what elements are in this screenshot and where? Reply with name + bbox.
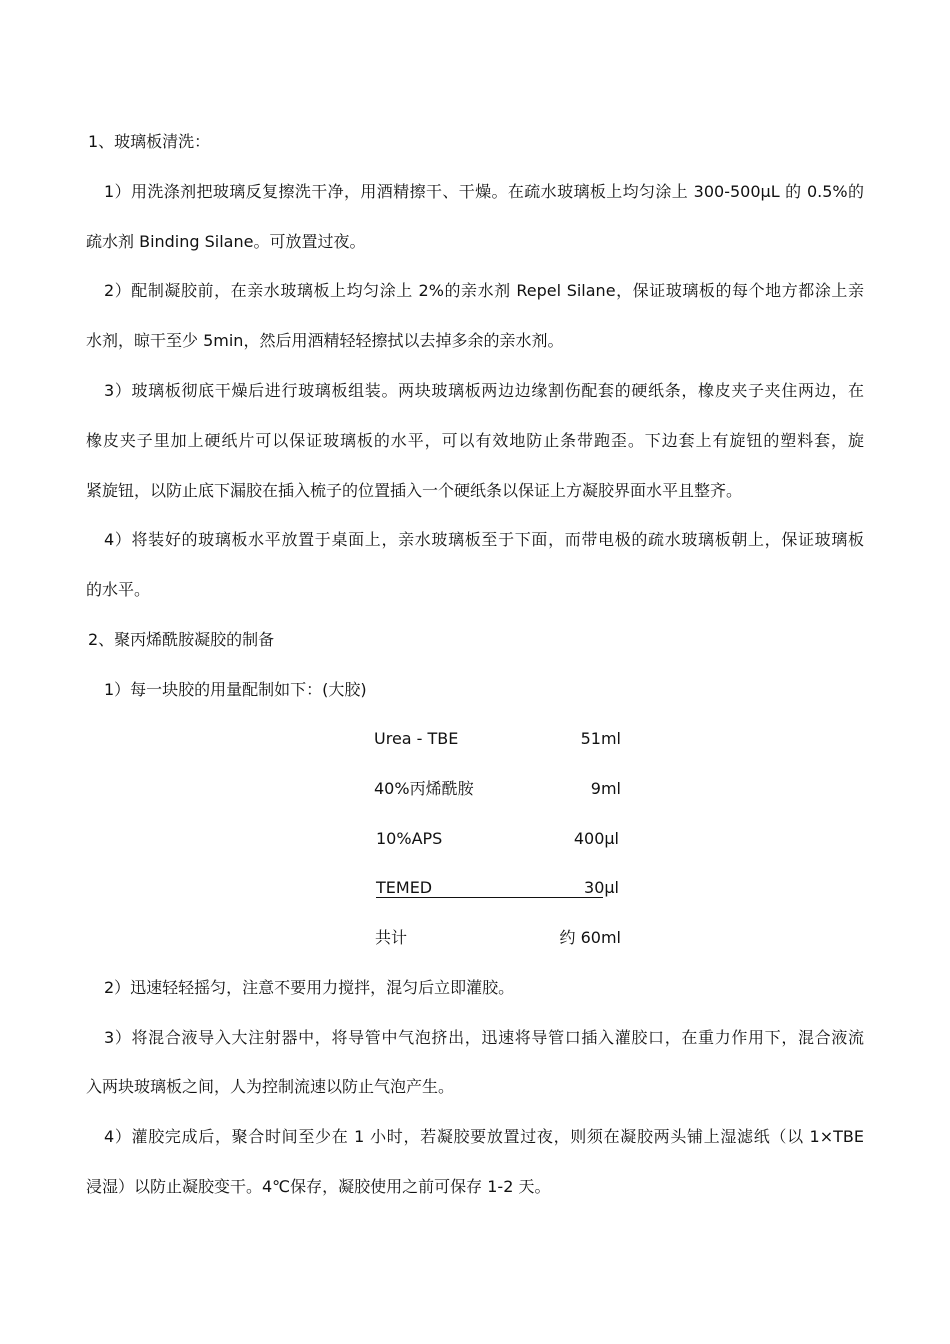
section1-heading: 1、玻璃板清洗：	[88, 132, 211, 151]
section2-step1: 1）每一块胶的用量配制如下：(大胶)	[104, 680, 367, 699]
section1-step4-line1: 4）将装好的玻璃板水平放置于桌面上，亲水玻璃板至于下面，而带电极的疏水玻璃板朝上，保证玻璃板	[104, 530, 864, 549]
recipe-total-rule	[376, 897, 603, 898]
section2-step4-line2: 浸湿）以防止凝胶变干。4℃保存，凝胶使用之前可保存 1-2 天。	[86, 1177, 551, 1196]
recipe-item-amount: 9ml	[590, 779, 621, 798]
section1-step3-line3: 紧旋钮，以防止底下漏胶在插入梳子的位置插入一个硬纸条以保证上方凝胶界面水平且整齐。	[86, 481, 743, 500]
section1-step3-line1: 3）玻璃板彻底干燥后进行玻璃板组装。两块玻璃板两边边缘割伤配套的硬纸条，橡皮夹子夹住两边，在	[104, 381, 864, 400]
section2-step3-line2: 入两块玻璃板之间，人为控制流速以防止气泡产生。	[86, 1077, 455, 1096]
section1-step3-line2: 橡皮夹子里加上硬纸片可以保证玻璃板的水平，可以有效地防止条带跑歪。下边套上有旋钮的塑料套，旋	[86, 431, 864, 450]
recipe-item-name: Urea - TBE	[374, 729, 459, 748]
section2-step3-line1: 3）将混合液导入大注射器中，将导管中气泡挤出，迅速将导管口插入灌胶口，在重力作用下，混合液流	[104, 1028, 864, 1047]
recipe-total-amount: 约 60ml	[559, 928, 621, 947]
section1-step2-line2: 水剂，晾干至少 5min，然后用酒精轻轻擦拭以去掉多余的亲水剂。	[86, 331, 564, 350]
recipe-total-label: 共计	[375, 928, 408, 947]
recipe-item-name: TEMED	[376, 878, 433, 897]
recipe-item-amount: 400μl	[573, 829, 619, 848]
section2-heading: 2、聚丙烯酰胺凝胶的制备	[88, 630, 275, 649]
section1-step1-line2: 疏水剂 Binding Silane。可放置过夜。	[86, 232, 366, 251]
section2-step4-line1: 4）灌胶完成后，聚合时间至少在 1 小时，若凝胶要放置过夜，则须在凝胶两头铺上湿滤纸（以 1×TBE	[104, 1127, 864, 1146]
section1-step4-line2: 的水平。	[86, 580, 151, 599]
recipe-item-amount: 30μl	[584, 878, 619, 897]
section1-step1-line1: 1）用洗涤剂把玻璃反复擦洗干净，用酒精擦干、干燥。在疏水玻璃板上均匀涂上 300-500μL 的 0.5%的	[104, 182, 864, 201]
recipe-item-name: 10%APS	[376, 829, 443, 848]
section2-step2: 2）迅速轻轻摇匀，注意不要用力搅拌，混匀后立即灌胶。	[104, 978, 515, 997]
recipe-item-name: 40%丙烯酰胺	[374, 779, 474, 798]
recipe-item-amount: 51ml	[580, 729, 621, 748]
section1-step2-line1: 2）配制凝胶前，在亲水玻璃板上均匀涂上 2%的亲水剂 Repel Silane，保证玻璃板的每个地方都涂上亲	[104, 281, 864, 300]
